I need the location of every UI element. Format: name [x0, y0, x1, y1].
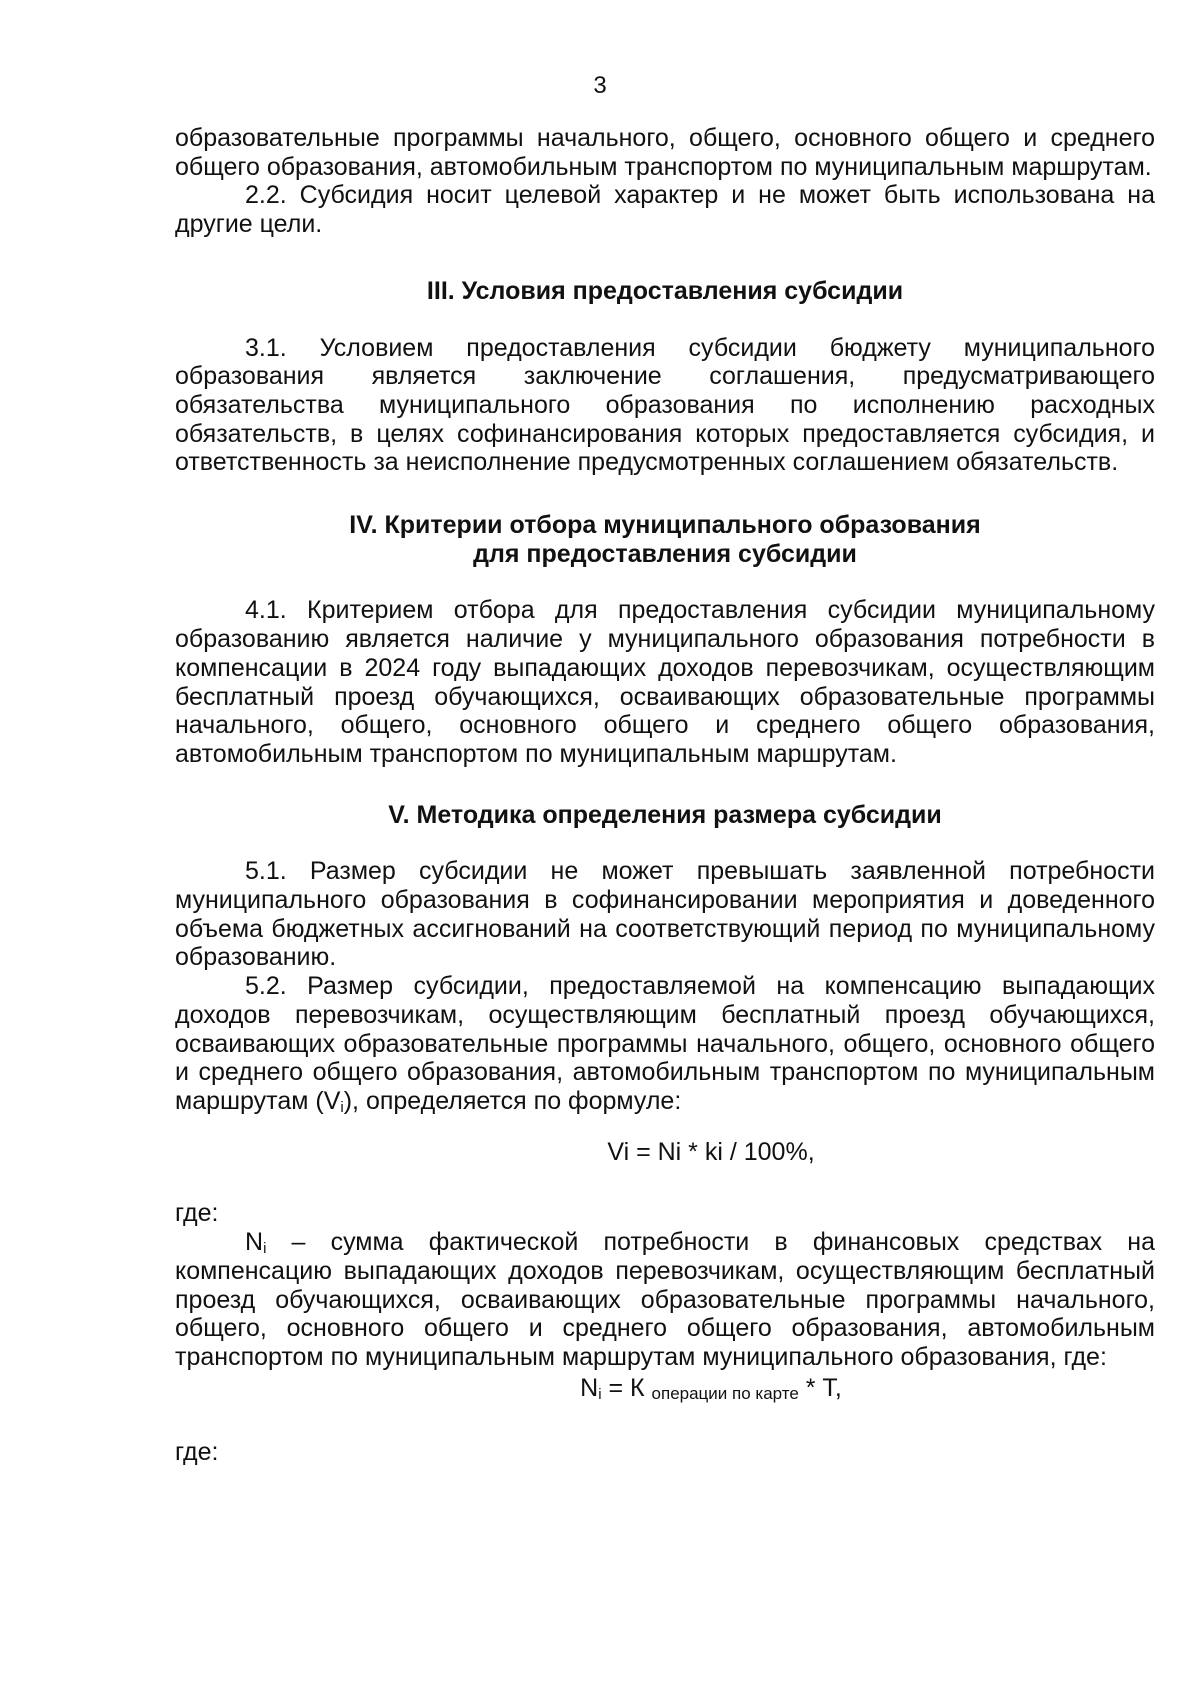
formula-ni — [175, 1374, 1155, 1403]
paragraph-continuation: образовательные программы начального, общего, основного общего и среднего общего образования, автомобильным транспортом по муниципальным маршрутам. — [175, 124, 1155, 181]
where-label-2: где: — [175, 1438, 219, 1467]
section-heading-v: V. Методика определения размера субсидии — [388, 800, 942, 829]
ni-symbol: N — [245, 1228, 264, 1257]
formula-ni-equals-k: = К — [601, 1373, 652, 1402]
document-body — [175, 124, 1155, 1467]
formula-ni-subscript: i — [598, 1385, 602, 1403]
formula-vi: Vi = Ni * ki / 100%, — [607, 1137, 815, 1166]
formula-ni-end: * T, — [798, 1373, 842, 1402]
ni-definition-text: – сумма фактической потребности в финансовых средствах на компенсацию выпадающих доходов перевозчикам, осуществляющим бесплатный проезд обучающихся, осваивающих образовательные программы начального, общего, основного общего и среднего общего образования, автомобильным транспортом по муниципальным маршрутам муниципального образования, где: — [175, 1228, 1155, 1371]
paragraph-4-1: 4.1. Критерием отбора для предоставления субсидии муниципальному образованию является наличие у муниципального образования потребности в компенсации в 2024 году выпадающих доходов перевозчикам, осуществляющим бесплатный проезд обучающихся, осваивающих образовательные программы начального, общего, основного общего и среднего общего образования, автомобильным транспортом по муниципальным маршрутам. — [175, 596, 1155, 768]
paragraph-5-2-text: 5.2. Размер субсидии, предоставляемой на компенсацию выпадающих доходов перевозчикам, осуществляющим бесплатный проезд обучающихся, осваивающих образовательные программы начального, общего, основного общего и среднего общего образования, автомобильным транспортом по муниципальным маршрутам (V — [175, 972, 1155, 1115]
paragraph-5-2 — [175, 972, 1155, 1116]
paragraph-5-2-end: ), определяется по формуле: — [343, 1086, 682, 1115]
section-heading-iv-line-1: IV. Критерии отбора муниципального образования — [349, 511, 981, 540]
paragraph-5-1: 5.1. Размер субсидии не может превышать заявленной потребности муниципального образования в софинансировании мероприятия и доведенного объема бюджетных ассигнований на соответствующий период по муниципальному образованию. — [175, 857, 1155, 972]
section-heading-iii: III. Условия предоставления субсидии — [426, 276, 904, 305]
formula-ni-symbol: N — [580, 1373, 599, 1402]
where-label-1: где: — [175, 1199, 219, 1228]
formula-k-subscript: операции по карте — [651, 1383, 799, 1403]
section-heading-iv-line-2: для предоставления субсидии — [473, 539, 857, 568]
ni-definition — [175, 1228, 1155, 1372]
page-number: 3 — [593, 72, 607, 99]
paragraph-5-2-subscript: i — [340, 1098, 344, 1116]
paragraph-3-1: 3.1. Условием предоставления субсидии бюджету муниципального образования является заключение соглашения, предусматривающего обязательства муниципального образования по исполнению расходных обязательств, в целях софинансирования которых предоставляется субсидия, и ответственность за неисполнение предусмотренных соглашением обязательств. — [175, 333, 1155, 477]
paragraph-2-2: 2.2. Субсидия носит целевой характер и не может быть использована на другие цели. — [175, 181, 1155, 239]
section-heading-iv — [175, 511, 1155, 568]
ni-subscript: i — [263, 1240, 267, 1258]
